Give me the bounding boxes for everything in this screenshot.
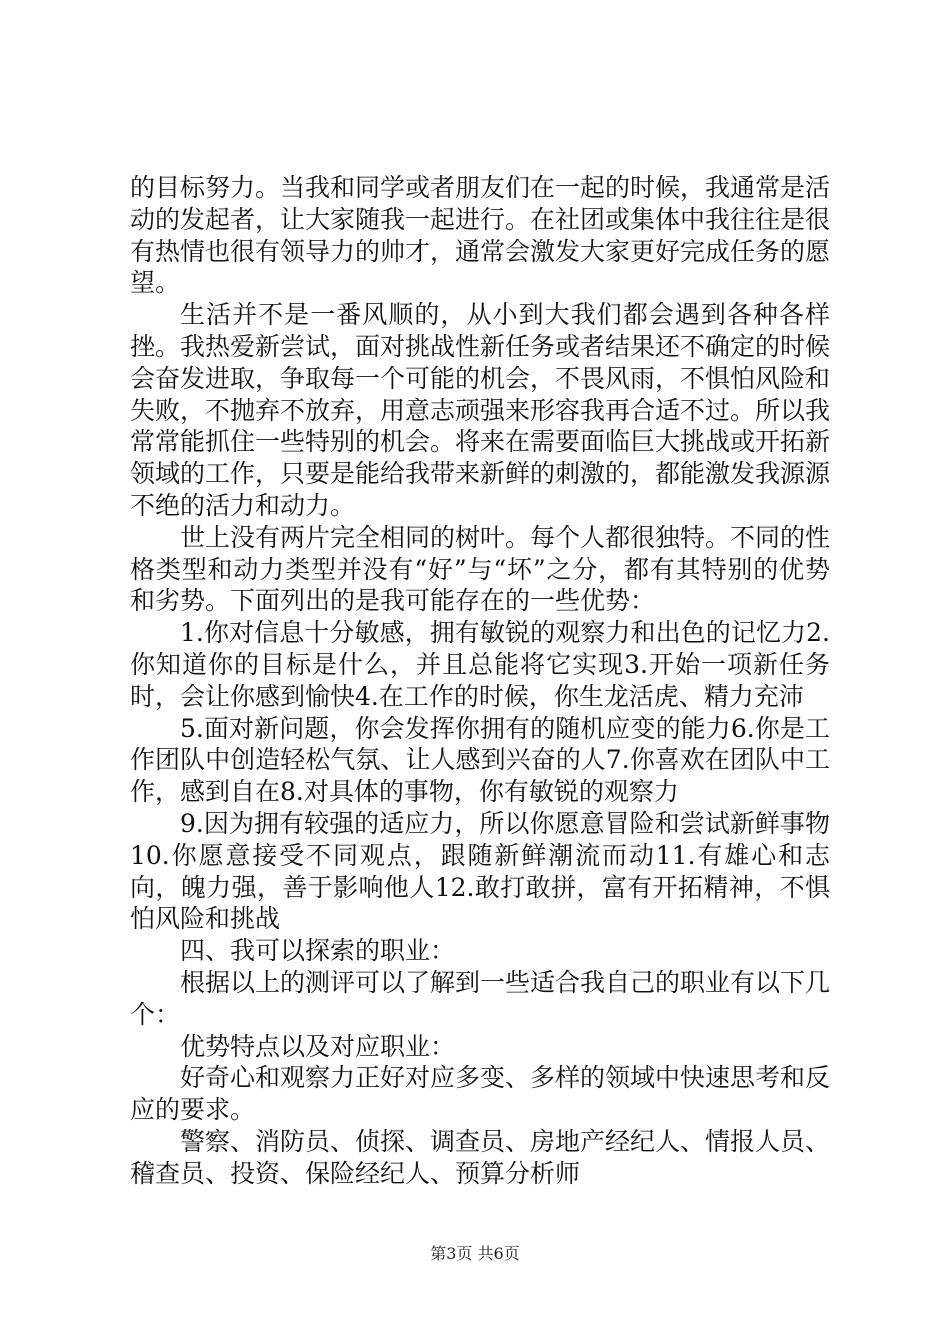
section-heading-careers: 四、我可以探索的职业： [180,936,456,966]
paragraph-strengths-9-12: 9.因为拥有较强的适应力，所以你愿意冒险和尝试新鲜事物10.你愿意接受不同观点，跟随新鲜潮流而动11.有雄心和志向，魄力强，善于影响他人12.敢打敢拼，富有开拓精神，不惧怕风险和挑战 [130,808,830,934]
paragraph-strengths-5-8: 5.面对新问题，你会发挥你拥有的随机应变的能力6.你是工作团队中创造轻松气氛、让人感到兴奋的人7.你喜欢在团队中工作，感到自在8.对具体的事物，你有敏锐的观察力 [130,713,830,807]
paragraph-curiosity: 好奇心和观察力正好对应多变、多样的领域中快速思考和反应的要求。 [130,1063,831,1125]
paragraph-challenges: 生活并不是一番风顺的，从小到大我们都会遇到各种各样挫。我热爱新尝试，面对挑战性新任务或者结果还不确定的时候会奋发进取，争取每一个可能的机会，不畏风雨，不惧怕风险和失败，不抛弃不放弃，用意志顽强来形容我再合适不过。所以我常常能抓住一些特别的机会。将来在需要面临巨大挑战或开拓新领域的工作，只要是能给我带来新鲜的刺激的，都能激发我源源不绝的活力和动力。 [130,300,831,520]
paragraph-strengths-1-4: 1.你对信息十分敏感，拥有敏锐的观察力和出色的记忆力2.你知道你的目标是什么，并且总能将它实现3.开始一项新任务时，会让你感到愉快4.在工作的时候，你生龙活虎、精力充沛 [130,618,830,711]
paragraph-continuation: 的目标努力。当我和同学或者朋友们在一起的时候，我通常是活动的发起者，让大家随我一起进行。在社团或集体中我往往是很有热情也很有领导力的帅才，通常会激发大家更好完成任务的愿望。 [130,173,831,298]
page-number-footer: 第3页 共6页 [430,1244,520,1263]
paragraph-career-list: 警察、消防员、侦探、调查员、房地产经纪人、情报人员、稽查员、投资、保险经纪人、预算分析师 [130,1126,831,1188]
paragraph-strengths-intro: 世上没有两片完全相同的树叶。每个人都很独特。不同的性格类型和动力类型并没有“好”与“坏”之分，都有其特别的优势和劣势。下面列出的是我可能存在的一些优势： [130,522,831,616]
document-body [130,172,830,1190]
paragraph-careers-intro: 根据以上的测评可以了解到一些适合我自己的职业有以下几个： [130,967,831,1029]
paragraph-strength-careers-label: 优势特点以及对应职业： [180,1031,456,1061]
